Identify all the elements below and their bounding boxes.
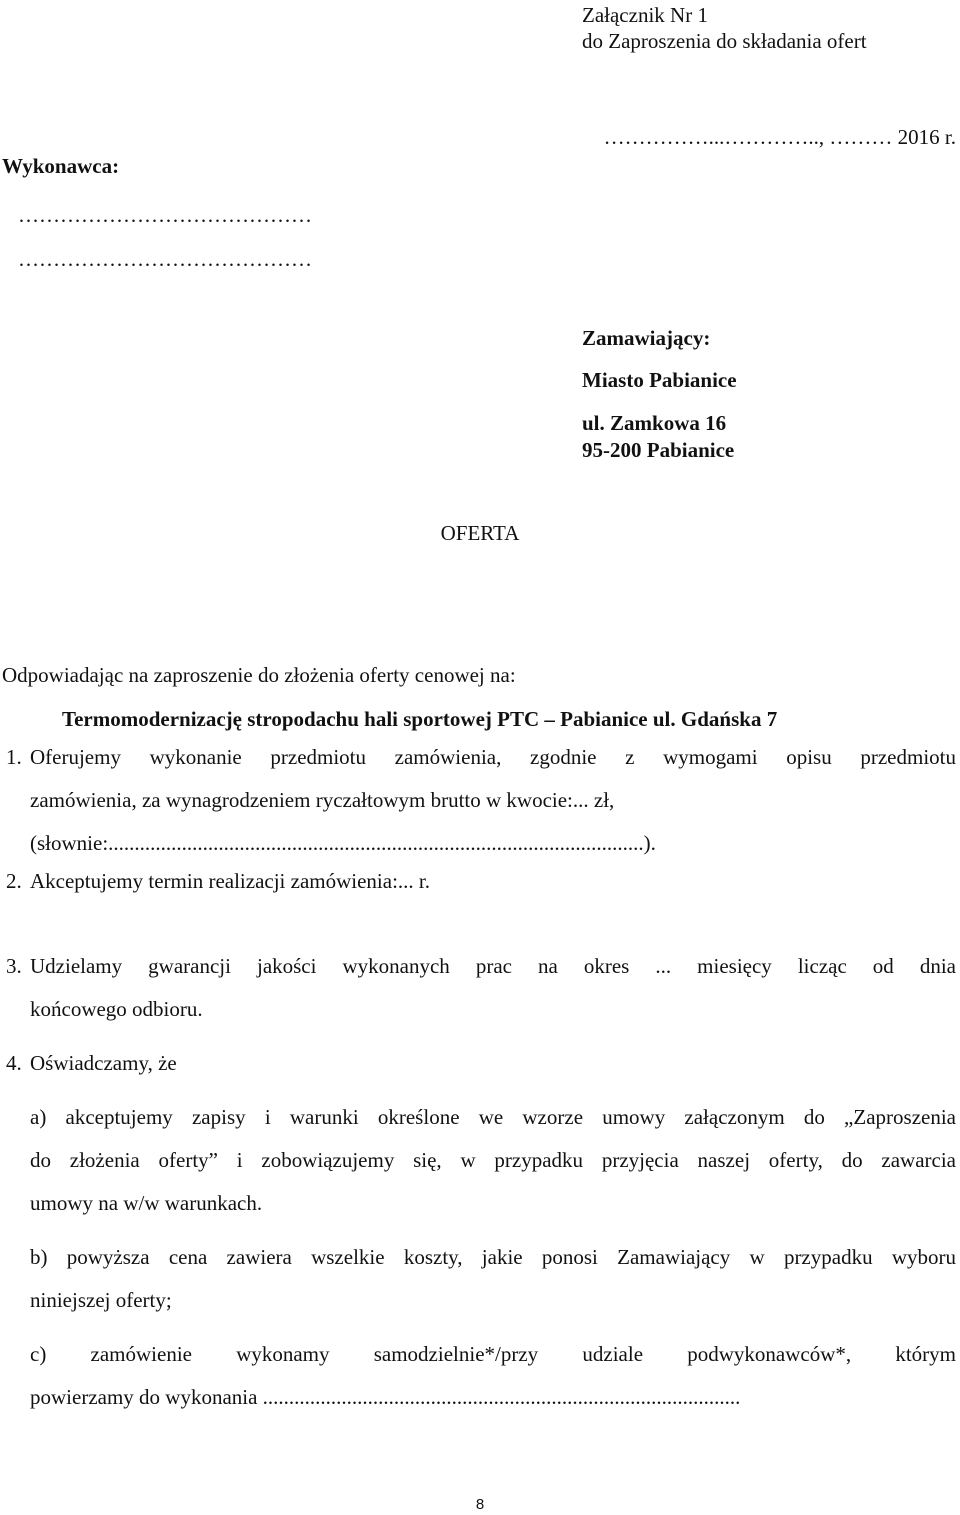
subject-text: Termomodernizację stropodachu hali sportowej PTC – Pabianice ul. Gdańska 7: [62, 707, 778, 731]
contractor-label: Wykonawca:: [2, 154, 120, 178]
offer-title: OFERTA: [440, 521, 520, 545]
declaration-b-line-2: niniejszej oferty;: [30, 1288, 172, 1312]
contractor-dots-1: ……………………………………: [18, 203, 312, 227]
item-4-line-1: Oświadczamy, że: [30, 1051, 177, 1075]
declaration-c: [30, 1333, 956, 1419]
item-3-number: 3.: [6, 954, 22, 978]
contractor-dots-2: ……………………………………: [18, 247, 312, 271]
attachment-reference: do Zaproszenia do składania ofert: [582, 29, 867, 53]
orderer-postal: 95-200 Pabianice: [582, 438, 735, 462]
intro-text: Odpowiadając na zaproszenie do złożenia oferty cenowej na:: [2, 663, 516, 687]
orderer-name: Miasto Pabianice: [582, 368, 737, 392]
item-3-line-1: Udzielamy gwarancji jakości wykonanych prac na okres ... miesięcy licząc od dnia: [30, 954, 956, 978]
item-2-number: 2.: [6, 869, 22, 893]
item-2-line-1: Akceptujemy termin realizacji zamówienia:... r.: [30, 869, 431, 893]
date-line: ……………...………….., ……… 2016 r.: [603, 125, 956, 149]
item-3-line-2: końcowego odbioru.: [30, 997, 203, 1021]
item-1-line-1: Oferujemy wykonanie przedmiotu zamówienia, zgodnie z wymogami opisu przedmiotu: [30, 745, 956, 769]
item-1-number: 1.: [6, 745, 22, 769]
declaration-b-line-1: b) powyższa cena zawiera wszelkie koszty, jakie ponosi Zamawiający w przypadku wyboru: [30, 1245, 956, 1269]
declaration-a-line-3: umowy na w/w warunkach.: [30, 1191, 263, 1215]
orderer-label: Zamawiający:: [582, 326, 711, 350]
declaration-c-line-2: powierzamy do wykonania ...........................................................................................: [30, 1385, 741, 1409]
declaration-b: [30, 1236, 956, 1322]
orderer-street: ul. Zamkowa 16: [582, 411, 727, 435]
page-number: 8: [475, 1496, 485, 1513]
declaration-a-line-2: do złożenia oferty” i zobowiązujemy się, w przypadku przyjęcia naszej oferty, do zawarcia: [30, 1148, 956, 1172]
declaration-c-line-1: c) zamówienie wykonamy samodzielnie*/przy udziale podwykonawców*, którym: [30, 1342, 956, 1366]
attachment-number: Załącznik Nr 1: [582, 3, 708, 27]
declaration-a: [30, 1096, 956, 1225]
item-1-line-3: (słownie:......................................................................................................).: [30, 831, 656, 855]
declaration-a-line-1: a) akceptujemy zapisy i warunki określone we wzorze umowy załączonym do „Zaproszenia: [30, 1105, 956, 1129]
item-4-number: 4.: [6, 1051, 22, 1075]
item-1-line-2: zamówienia, za wynagrodzeniem ryczałtowym brutto w kwocie:... zł,: [30, 788, 615, 812]
